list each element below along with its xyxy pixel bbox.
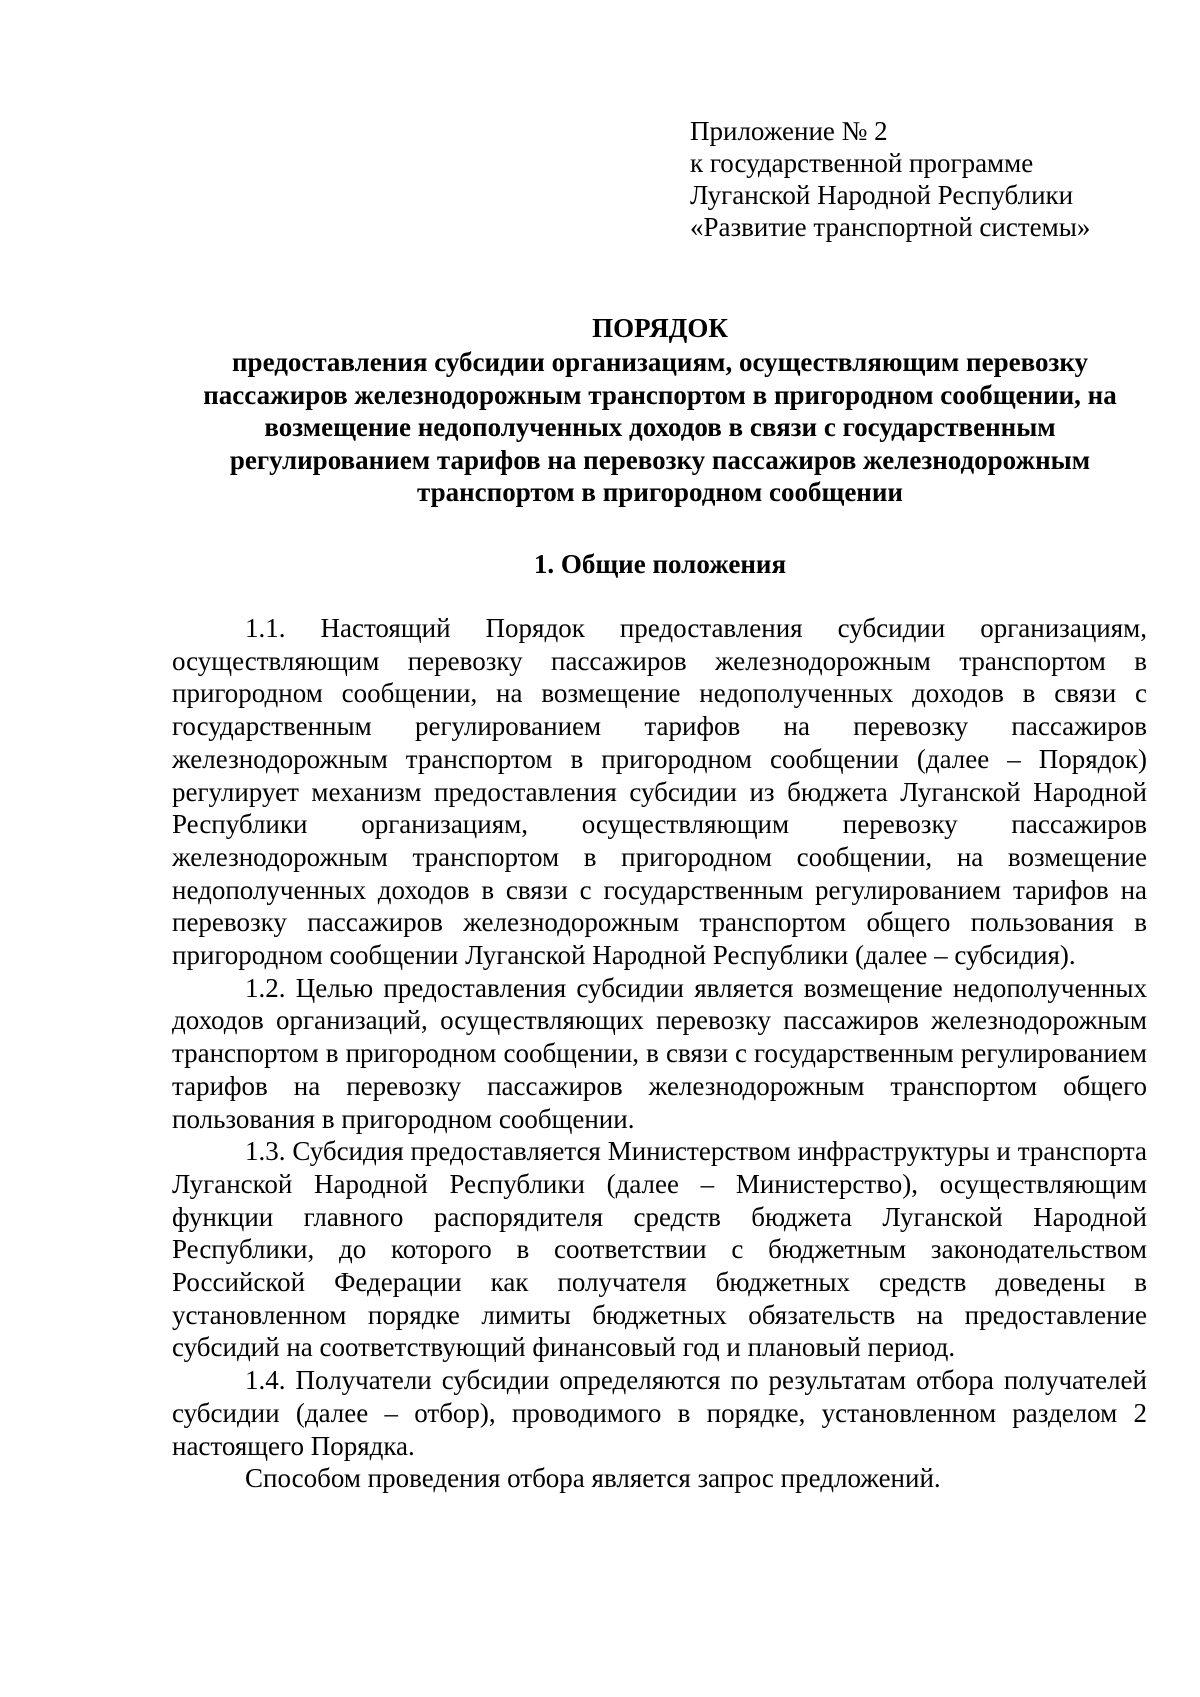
appendix-line: к государственной программе — [690, 148, 1034, 178]
section-body — [172, 612, 1147, 1495]
paragraph-selection-method: Способом проведения отбора является запрос предложений. — [245, 1463, 941, 1494]
paragraph-1-1: 1.1. Настоящий Порядок предоставления субсидии организациям, осуществляющим перевозку пассажиров железнодорожным транспортом в пригородном сообщении, на возмещение недополученных доходов в связи с государственным регулированием тарифов на перевозку пассажиров железнодорожным транспортом в пригородном сообщении (далее – Порядок) регулирует механизм предоставления субсидии из бюджета Луганской Народной Республики организациям, осуществляющим перевозку пассажиров железнодорожным транспортом в пригородном сообщении, на возмещение недополученных доходов в связи с государственным регулированием тарифов на перевозку пассажиров железнодорожным транспортом общего пользования в пригородном сообщении Луганской Народной Республики (далее – субсидия). — [172, 613, 1147, 971]
appendix-line: «Развитие транспортной системы» — [690, 212, 1091, 242]
section-heading: 1. Общие положения — [533, 549, 787, 579]
paragraph-1-3: 1.3. Субсидия предоставляется Министерством инфраструктуры и транспорта Луганской Народной Республики (далее – Министерство), осуществляющим функции главного распорядителя средств бюджета Луганской Народной Республики, до которого в соответствии с бюджетным законодательством Российской Федерации как получателя бюджетных средств доведены в установленном порядке лимиты бюджетных обязательств на предоставление субсидий на соответствующий финансовый год и плановый период. — [172, 1136, 1147, 1363]
paragraph-1-2: 1.2. Целью предоставления субсидии является возмещение недополученных доходов организаций, осуществляющих перевозку пассажиров железнодорожным транспортом в пригородном сообщении, в связи с государственным регулированием тарифов на перевозку пассажиров железнодорожным транспортом общего пользования в пригородном сообщении. — [172, 972, 1147, 1134]
appendix-line: Луганской Народной Республики — [690, 180, 1074, 210]
appendix-block — [690, 115, 1170, 243]
document-title: ПОРЯДОК — [592, 313, 728, 343]
document-title-block — [170, 312, 1150, 509]
document-subtitle: предоставления субсидии организациям, осуществляющим перевозку пассажиров железнодорожным транспортом в пригородном сообщении, на возмещение недополученных доходов в связи с государственным регулированием тарифов на перевозку пассажиров железнодорожным транспортом в пригородном сообщении — [203, 347, 1117, 507]
paragraph-1-4: 1.4. Получатели субсидии определяются по результатам отбора получателей субсидии (далее – отбор), проводимого в порядке, установленном разделом 2 настоящего Порядка. — [172, 1365, 1147, 1461]
appendix-line: Приложение № 2 — [690, 116, 888, 146]
